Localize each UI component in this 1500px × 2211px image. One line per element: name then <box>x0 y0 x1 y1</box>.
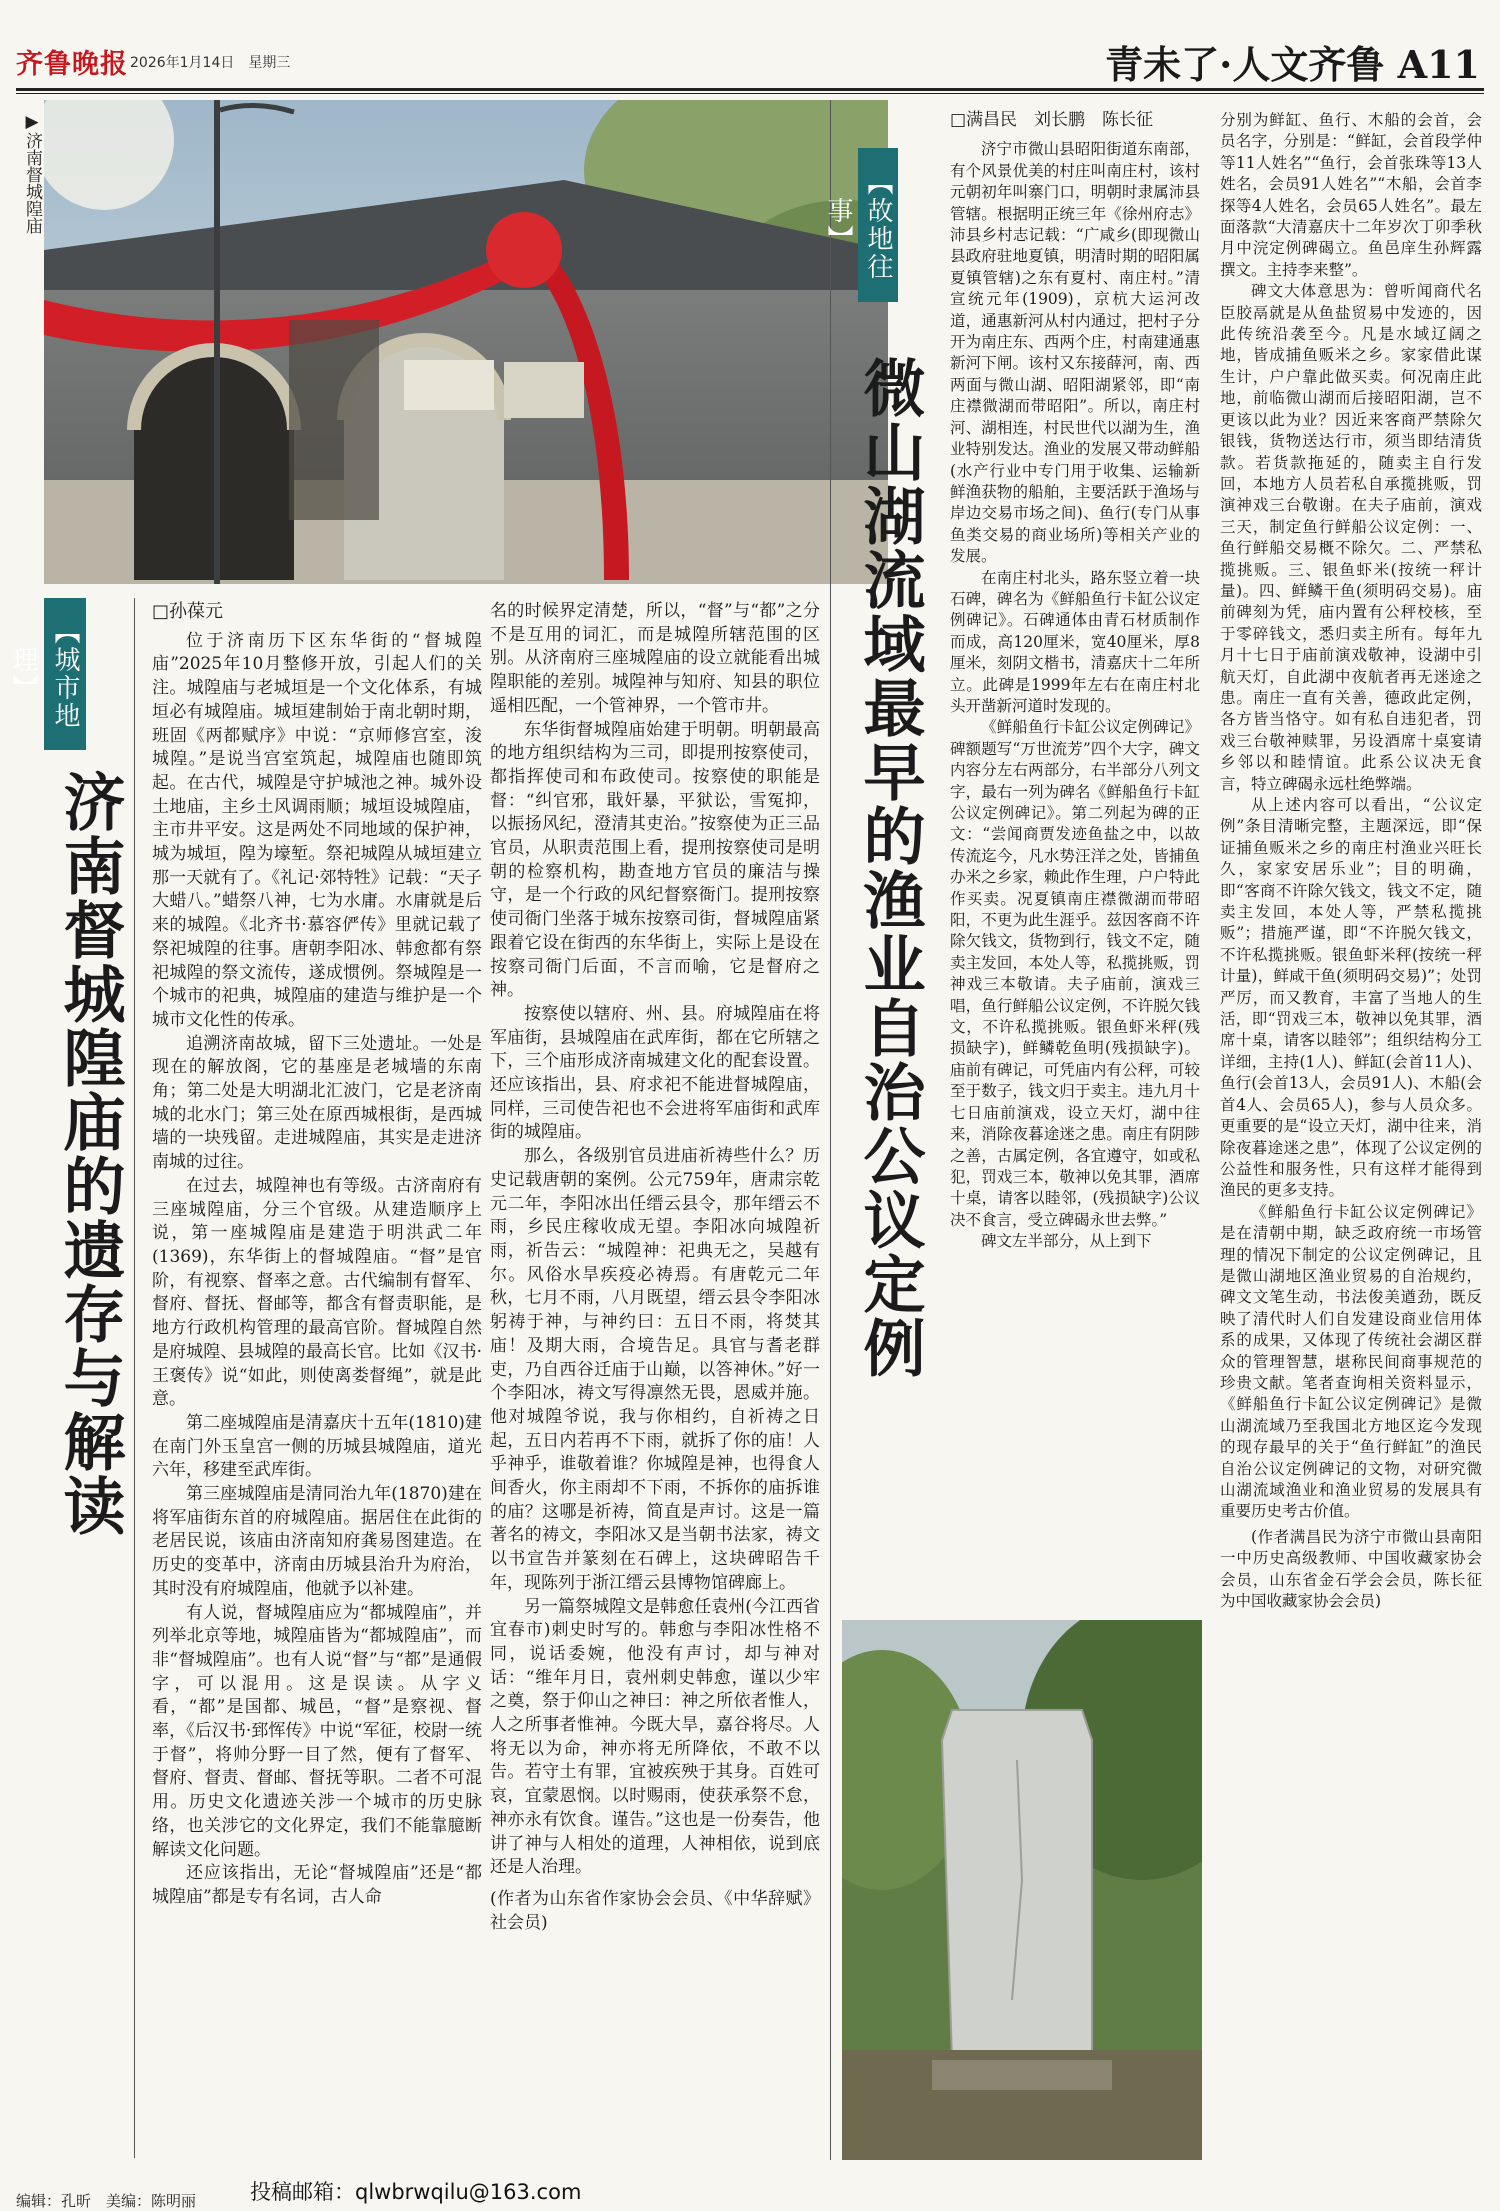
paragraph: 碑文大体意思为：曾听闻商代名臣胶鬲就是从鱼盐贸易中发迹的，因此传统沿袭至今。凡是水域辽阔之地，皆成捕鱼贩米之乡。家家借此谋生计，户户靠此做买卖。何况南庄此地，前临微山湖而后接昭阳湖，岂不更该以此为业？因近来客商严禁除欠银钱，货物送达行市，须当即结清货款。若货款拖延的，随卖主自行发回，本地方人员若私自承揽挑贩，罚演神戏三台敬谢。在夫子庙前，演戏三天，制定鱼行鲜船公议定例：一、鱼行鲜船交易概不除欠。二、严禁私揽挑贩。三、银鱼虾米(按统一秤计量)。四、鲜鳞干鱼(须明码交易)。庙前碑刻为凭，庙内置有公秤校核，至于零碎钱文，悉归卖主所有。每年九月十七日于庙前演戏敬神，设湖中引航天灯，自此湖中夜航者再无迷途之患。南庄一直有关善，德政此定例，各方皆当恪守。如有私自违犯者，罚戏三台敬神赎罪，另设酒席十桌宴请乡邻以和睦情谊。此系公议决无食言，特立碑碣永远杜绝弊端。 <box>1220 282 1482 793</box>
paragraph: 追溯济南故城，留下三处遗址。一处是现在的解放阁，它的基座是老城墙的东南角；第二处是大明湖北汇波门，它是老济南城的北水门；第三处在原西城根街，是西城墙的一块残留。走进城隍庙，其实是走进济南城的过往。 <box>152 1033 482 1173</box>
paragraph: 名的时候界定清楚，所以，“督”与“都”之分不是互用的词汇，而是城隍所辖范围的区别。从济南府三座城隍庙的设立就能看出城隍职能的差别。城隍神与知府、知县的职位遥相匹配，一个管神界，一个管市井。 <box>490 601 820 716</box>
article-column-2 <box>490 600 820 1935</box>
article-column-3 <box>950 110 1200 1253</box>
paragraph: 那么，各级别官员进庙祈祷些什么？历史记载唐朝的案例。公元759年，唐肃宗乾元二年，李阳冰出任缙云县令，那年缙云不雨，乡民庄稼收成无望。李阳冰向城隍祈雨，祈告云：“城隍神：祀典无之，吴越有尔。风俗水旱疾疫必祷焉。有唐乾元二年秋，七月不雨，八月既望，缙云县令李阳冰躬祷于神，与神约曰：五日不雨，将焚其庙！及期大雨，合境告足。具官与耆老群吏，乃自西谷迁庙于山巅，以答神休。”好一个李阳冰，祷文写得凛然无畏，恩威并施。他对城隍爷说，我与你相约，自祈祷之日起，五日内若再不下雨，就拆了你的庙！人乎神乎，谁敬着谁？你城隍是神，也得食人间香火，你主雨却不下雨，不拆你的庙拆谁的庙？这哪是祈祷，简直是声讨。这是一篇著名的祷文，李阳冰又是当朝书法家，祷文以书宣告并篆刻在石碑上，这块碑昭告千年，现陈列于浙江缙云县博物馆碑廊上。 <box>490 1146 820 1593</box>
header-rule <box>16 88 1484 91</box>
paragraph: 碑文左半部分，从上到下 <box>981 1232 1152 1251</box>
column-tag: 【故地往事】 <box>858 148 898 302</box>
temple-photo <box>44 100 888 584</box>
paragraph: 东华街督城隍庙始建于明朝。明朝最高的地方组织结构为三司，即提刑按察使司，都指挥使司和布政使司。按察使的职能是督：“纠官邪，戢奸暴，平狱讼，雪冤抑，以振扬风纪，澄清其吏治。”按察使为正三品官员，从职责范围上看，提刑按察使司是明朝的检察机构，勘查地方官员的廉洁与操守，是一个行政的风纪督察衙门。提刑按察使司衙门坐落于城东按察司街，督城隍庙紧跟着它设在街西的东华街上，实际上是设在按察司衙门后面，不言而喻，它是督府之神。 <box>490 719 820 1001</box>
article-headline: 济南督城隍庙的遗存与解读 <box>53 770 126 1538</box>
article-headline: 微山湖流域最早的渔业自治公议定例 <box>853 356 926 1380</box>
column-tag: 【城市地理】 <box>44 598 86 750</box>
page-header <box>0 0 1500 96</box>
paragraph: 从上述内容可以看出，“公议定例”条目清晰完整，主题深远，即“保证捕鱼贩米之乡的南庄村渔业兴旺长久，家家安居乐业”；目的明确，即“客商不许除欠钱文，钱文不定，随卖主发回，本处人等，严禁私揽挑贩”；措施严谨，即“不许脱欠钱文，不许私揽挑贩。银鱼虾米秤(按统一秤计量)，鲜咸干鱼(须明码交易)”；处罚严厉，而又教育，丰富了当地人的生活，即“罚戏三本，敬神以免其罪，酒席十桌，请客以睦邻”；组织结构分工详细，主持(1人)、鲜缸(会首11人)、鱼行(会首13人，会员91人)、木船(会首4人、会员65人)，参与人员众多。更重要的是“设立天灯，湖中往来，消除夜暮途迷之患”，体现了公议定例的公益性和服务性，只有这样才能得到渔民的更多支持。 <box>1220 796 1482 1200</box>
paragraph: 第二座城隍庙是清嘉庆十五年(1810)建在南门外玉皇宫一侧的历城县城隍庙，道光六年，移建至武库街。 <box>152 1412 482 1481</box>
paragraph: 济宁市微山县昭阳街道东南部，有个风景优美的村庄叫南庄村，该村元朝初年叫寨门口，明朝时隶属沛县管辖。根据明正统三年《徐州府志》沛县乡村志记载：“广咸乡(即现微山县政府驻地夏镇，明清时期的昭阳属夏镇管辖)之东有夏村、南庄村。”清宣统元年(1909)，京杭大运河改道，通惠新河从村内通过，把村子分开为南庄东、西两个庄，村南建通惠新河下闸。该村又东接薛河，南、西两面与微山湖、昭阳湖紧邻，即“南庄襟微湖而带昭阳”。所以，南庄村河、湖相连，村民世代以湖为生，渔业特别发达。渔业的发展又带动鲜船(水产行业中专门用于收集、运输新鲜渔获物的船舶，主要活跃于渔场与岸边交易市场之间)、鱼行(专门从事鱼类交易的商业场所)等相关产业的发展。 <box>950 140 1200 566</box>
paragraph: 有人说，督城隍庙应为“都城隍庙”，并列举北京等地，城隍庙皆为“都城隍庙”，而非“督城隍庙”。也有人说“督”与“都”是通假字，可以混用。这是误读。从字义看，“都”是国都、城邑，“督”是察视、督率，《后汉书·郅恽传》中说“军征，校尉一统于督”，将帅分野一目了然，便有了督军、督府、督责、督邮、督抚等职。二者不可混用。历史文化遗迹关涉一个城市的历史脉络，也关涉它的文化界定，我们不能靠臆断解读文化问题。 <box>152 1602 482 1860</box>
paragraph: 位于济南历下区东华街的“督城隍庙”2025年10月整修开放，引起人们的关注。城隍庙与老城垣是一个文化体系，有城垣必有城隍庙。城垣建制始于南北朝时期，班固《两都赋序》中说：“京师修宫室，浚城隍。”是说当宫室筑起，城隍庙也随即筑起。在古代，城隍是守护城池之神。城外设土地庙，主乡土风调雨顺；城垣设城隍庙，主市井平安。这是两处不同地域的保护神，城为城垣，隍为壕堑。祭祀城隍从城垣建立那一天就有了。《礼记·郊特牲》记载：“天子大蜡八。”蜡祭八神，七为水庸。水庸就是后来的城隍。《北齐书·慕容俨传》里就记载了祭祀城隍的往事。唐朝李阳冰、韩愈都有祭祀城隍的祭文流传，遂成惯例。祭城隍是一个城市的祀典，城隍庙的建造与维护是一个城市文化性的传承。 <box>152 630 482 1030</box>
byline: □孙葆元 <box>152 601 224 622</box>
section-title: 青未了·人文齐鲁 A11 <box>1105 42 1480 87</box>
masthead-logo: 齐鲁晚报 <box>16 49 128 80</box>
stele-photo <box>842 1620 1202 2160</box>
paragraph: 按察使以辖府、州、县。府城隍庙在将军庙街，县城隍庙在武库街，都在它所辖之下，三个庙形成济南城建文化的配套设置。还应该指出，县、府求祀不能进督城隍庙，同样，三司使告祀也不会进将军庙街和武库街的城隍庙。 <box>490 1003 820 1143</box>
article-divider <box>830 100 831 2160</box>
author-note: (作者满昌民为济宁市微山县南阳一中历史高级教师、中国收藏家协会会员，山东省金石学会会员，陈长征为中国收藏家协会会员) <box>1220 1527 1482 1611</box>
byline: □满昌民 刘长鹏 陈长征 <box>950 110 1154 130</box>
article-column-1 <box>152 600 482 1910</box>
paragraph: 在南庄村北头，路东竖立着一块石碑，碑名为《鲜船鱼行卡缸公议定例碑记》。石碑通体由青石材质制作而成，高120厘米，宽40厘米，厚8厘米，刻阴文楷书，清嘉庆十二年所立。此碑是1999年左右在南庄村北头开凿新河道时发现的。 <box>950 568 1200 715</box>
photo-caption: ▶济南督城隍庙 <box>22 112 42 234</box>
column-divider <box>134 598 135 2158</box>
issue-date: 2026年1月14日 星期三 <box>130 55 291 71</box>
submission-email: 投稿邮箱：qlwbrwqilu@163.com <box>250 2180 582 2204</box>
paragraph: 还应该指出，无论“督城隍庙”还是“都城隍庙”都是专有名词，古人命 <box>152 1863 482 1907</box>
paragraph: 分别为鲜缸、鱼行、木船的会首，会员名字，分别是：“鲜缸，会首段学仲等11人姓名”“鱼行，会首张珠等13人姓名，会员91人姓名”“木船，会首李探等4人姓名，会员65人姓名”。最左面落款“大清嘉庆十二年岁次丁卯季秋月中浣定例碑碣立。鱼邑庠生孙辉露撰文。主持李来整”。 <box>1220 111 1482 279</box>
header-rule-thin <box>16 93 1484 94</box>
paragraph: 在过去，城隍神也有等级。古济南府有三座城隍庙，分三个官级。从建造顺序上说，第一座城隍庙是建造于明洪武二年(1369)，东华街上的督城隍庙。“督”是官阶，有视察、督率之意。古代编制有督军、督府、督抚、督邮等，都含有督责职能，是地方行政机构管理的最高官阶。督城隍自然是府城隍、县城隍的最高长官。比如《汉书·王褒传》说“如此，则使离娄督绳”，就是此意。 <box>152 1175 482 1410</box>
paragraph: 第三座城隍庙是清同治九年(1870)建在将军庙街东首的府城隍庙。据居住在此街的老居民说，该庙由济南知府龚易图建造。在历史的变革中，济南由历城县治升为府治，其时没有府城隍庙，他就予以补建。 <box>152 1484 482 1599</box>
paragraph: 《鲜船鱼行卡缸公议定例碑记》是在清朝中期，缺乏政府统一市场管理的情况下制定的公议定例碑记，且是微山湖地区渔业贸易的自治规约，碑文文笔生动，书法俊美遒劲，既反映了清代时人们自发建设商业信用体系的成果，又体现了传统社会湖区群众的管理智慧，堪称民间商事规范的珍贵文献。笔者查询相关资料显示，《鲜船鱼行卡缸公议定例碑记》是微山湖流域乃至我国北方地区迄今发现的现存最早的关于“鱼行鲜缸”的渔民自治公议定例碑记的文物，对研究微山湖流域渔业和渔业贸易的发展具有重要历史考古价值。 <box>1220 1202 1482 1521</box>
paragraph: 《鲜船鱼行卡缸公议定例碑记》碑额题写“万世流芳”四个大字，碑文内容分左右两部分，右半部分八列文字，最右一列为碑名《鲜船鱼行卡缸公议定例碑记》。第二列起为碑的正文：“尝闻商贾发迹鱼盐之中，以故传流迄今，凡水势汪洋之处，皆捕鱼办米之乡家，赖此作生理，户户特此作买卖。况夏镇南庄襟微湖而带昭阳，不更为此生涯乎。兹因客商不许除欠钱文，货物到行，钱文不定，随卖主发回，本处人等，私揽挑贩，罚神戏三本敬请。夫子庙前，演戏三唱，鱼行鲜船公议定例，不许脱欠钱文，不许私揽挑贩。银鱼虾米秤(残损缺字)，鲜鳞乾鱼明(残损缺字)。庙前有碑记，可凭庙内有公秤，可较至于数子，钱文归于卖主。违九月十七日庙前演戏，设立天灯，湖中往来，消除夜暮途迷之患。南庄有阴陟之善，古属定例，各宜遵守，如或私犯，罚戏三本，敬神以免其罪，酒席十桌，请客以睦邻，(残损缺字)公议决不食言，受立碑碣永世去弊。” <box>950 718 1200 1229</box>
article-column-4 <box>1220 110 1482 1612</box>
paragraph: 另一篇祭城隍文是韩愈任袁州(今江西省宜春市)刺史时写的。韩愈与李阳冰性格不同，说话委婉，他没有声讨，却与神对话：“维年月日，袁州刺史韩愈，谨以少牢之奠，祭于仰山之神曰：神之所依者惟人，人之所事者惟神。今既大旱，嘉谷将尽。人将无以为命，神亦将无所降依，不敢不以告。若守土有罪，宜被疾殃于其身。百姓可哀，宜蒙恩悯。以时赐雨，使获承祭不怠，神亦永有饮食。谨告。”这也是一份奏告，他讲了神与人相处的道理，人神相依，说到底还是人治理。 <box>490 1596 820 1878</box>
page-footer: 编辑：孔昕 美编：陈明丽 <box>16 2192 197 2210</box>
author-note: (作者为山东省作家协会会员、《中华辞赋》社会员) <box>490 1888 820 1933</box>
